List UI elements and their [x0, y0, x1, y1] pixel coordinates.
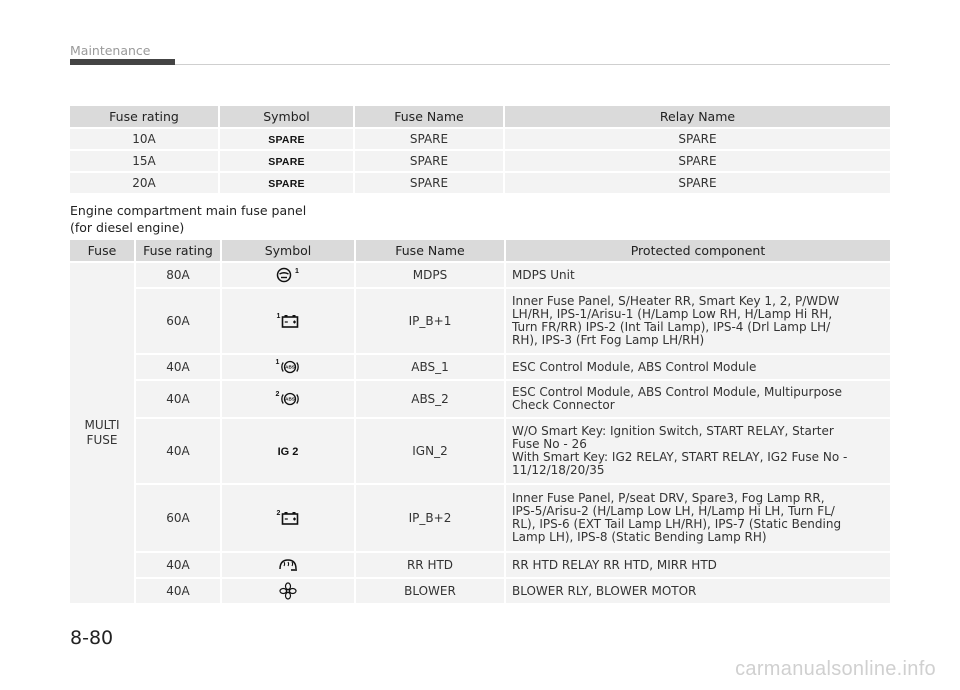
column-header-fuse-rating: Fuse rating [70, 106, 220, 127]
symbol-cell [222, 577, 356, 603]
protected-component-line: W/O Smart Key: Ignition Switch, START RELAY, Starter [512, 424, 834, 438]
relay-name: SPARE [505, 149, 890, 171]
battery-icon [281, 511, 299, 525]
section-title-line1: Engine compartment main fuse panel [70, 203, 307, 218]
fuse-name: IP_B+2 [356, 483, 506, 551]
abs-icon [280, 359, 300, 375]
fuse-name: IGN_2 [356, 417, 506, 483]
protected-component [506, 287, 890, 353]
spare-symbol: SPARE [268, 156, 305, 168]
fuse-rating: 60A [136, 483, 222, 551]
table-header-row [70, 106, 890, 127]
protected-component-line: Turn FR/RR) IPS-2 (Int Tail Lamp), IPS-4 (Drl Lamp LH/ [512, 320, 831, 334]
fuse-rating: 40A [136, 577, 222, 603]
protected-component-line: Inner Fuse Panel, P/seat DRV, Spare3, Fog Lamp RR, [512, 491, 825, 505]
fuse-group-line1: MULTI [84, 418, 120, 432]
header-rule [175, 64, 890, 65]
fuse-name: ABS_1 [356, 353, 506, 379]
fuse-rating: 40A [136, 353, 222, 379]
symbol-number: 2 [276, 509, 281, 517]
protected-component [506, 261, 890, 287]
protected-component-line: RH), IPS-3 (Frt Fog Lamp LH/RH) [512, 333, 705, 347]
fuse-name: BLOWER [356, 577, 506, 603]
protected-component-line: 11/12/18/20/35 [512, 463, 605, 477]
protected-component-line: Inner Fuse Panel, S/Heater RR, Smart Key 1, 2, P/WDW [512, 294, 840, 308]
table-row [70, 171, 890, 193]
symbol-cell [220, 127, 355, 149]
section-title-line2: (for diesel engine) [70, 220, 185, 235]
table-row [70, 551, 890, 577]
main-fuse-table [70, 240, 890, 603]
protected-component-line: ESC Control Module, ABS Control Module, Multipurpose [512, 385, 843, 399]
column-header-protected-component: Protected component [506, 240, 890, 261]
symbol-cell [222, 379, 356, 417]
symbol-cell [222, 483, 356, 551]
battery-icon [281, 314, 299, 328]
column-header-relay-name: Relay Name [505, 106, 890, 127]
fuse-rating: 20A [70, 171, 220, 193]
table-row [70, 127, 890, 149]
watermark: carmanualsonline.info [735, 658, 936, 680]
protected-component-line: ESC Control Module, ABS Control Module [512, 359, 757, 374]
protected-component [506, 379, 890, 417]
column-header-fuse: Fuse [70, 240, 136, 261]
protected-component-line: Check Connector [512, 398, 615, 412]
symbol-cell [222, 417, 356, 483]
table-row [70, 417, 890, 483]
relay-name: SPARE [505, 171, 890, 193]
table-row [70, 287, 890, 353]
symbol-cell [220, 149, 355, 171]
protected-component [506, 577, 890, 603]
symbol-number: 2 [275, 390, 280, 398]
symbol-cell [222, 287, 356, 353]
protected-component-line: Lamp LH), IPS-8 (Static Bending Lamp RH) [512, 530, 767, 544]
fuse-name: SPARE [355, 127, 505, 149]
relay-name: SPARE [505, 127, 890, 149]
abs-icon [280, 391, 300, 407]
column-header-symbol: Symbol [220, 106, 355, 127]
fuse-rating: 40A [136, 379, 222, 417]
table-row [70, 379, 890, 417]
symbol-cell [222, 353, 356, 379]
fuse-rating: 10A [70, 127, 220, 149]
symbol-cell [222, 551, 356, 577]
symbol-number: 1 [295, 267, 299, 275]
column-header-symbol: Symbol [222, 240, 356, 261]
protected-component-line: RL), IPS-6 (EXT Tail Lamp LH/RH), IPS-7 (Static Bending [512, 517, 842, 531]
protected-component [506, 551, 890, 577]
fuse-name: ABS_2 [356, 379, 506, 417]
header-bar [70, 59, 175, 65]
protected-component-line: Fuse No - 26 [512, 437, 587, 451]
steering-motor-icon [276, 267, 294, 283]
fuse-name: RR HTD [356, 551, 506, 577]
spare-symbol: SPARE [268, 134, 305, 146]
fuse-group-cell [70, 261, 136, 603]
protected-component-line: LH/RH, IPS-1/Arisu-1 (H/Lamp Low RH, H/Lamp Hi RH, [512, 307, 833, 321]
ig2-symbol: IG 2 [277, 446, 299, 458]
svg-text:ABS: ABS [285, 364, 296, 370]
fuse-name: MDPS [356, 261, 506, 287]
symbol-cell [222, 261, 356, 287]
table-row [70, 261, 890, 287]
table-header-row [70, 240, 890, 261]
protected-component [506, 353, 890, 379]
protected-component [506, 417, 890, 483]
page-number: 8-80 [70, 627, 114, 649]
protected-component-line: RR HTD RELAY RR HTD, MIRR HTD [512, 557, 717, 572]
column-header-fuse-name: Fuse Name [356, 240, 506, 261]
column-header-fuse-name: Fuse Name [355, 106, 505, 127]
symbol-number: 1 [275, 358, 280, 366]
fuse-name: SPARE [355, 171, 505, 193]
table-row [70, 353, 890, 379]
fuse-rating: 80A [136, 261, 222, 287]
fuse-group-line2: FUSE [86, 433, 118, 447]
fuse-name: SPARE [355, 149, 505, 171]
column-header-fuse-rating: Fuse rating [136, 240, 222, 261]
section-title [70, 202, 306, 236]
rear-defrost-icon [278, 557, 298, 573]
table-row [70, 483, 890, 551]
table-row [70, 577, 890, 603]
fuse-rating: 60A [136, 287, 222, 353]
protected-component [506, 483, 890, 551]
fuse-rating: 40A [136, 417, 222, 483]
svg-text:ABS: ABS [285, 396, 296, 402]
spare-fuse-table [70, 106, 890, 193]
table-row [70, 149, 890, 171]
header-section-label: Maintenance [70, 43, 151, 58]
protected-component-line: With Smart Key: IG2 RELAY, START RELAY, IG2 Fuse No - [512, 450, 848, 464]
protected-component-line: MDPS Unit [512, 267, 575, 282]
spare-symbol: SPARE [268, 178, 305, 190]
fan-icon [279, 582, 297, 600]
symbol-number: 1 [276, 312, 281, 320]
protected-component-line: BLOWER RLY, BLOWER MOTOR [512, 583, 697, 598]
fuse-rating: 15A [70, 149, 220, 171]
symbol-cell [220, 171, 355, 193]
protected-component-line: IPS-5/Arisu-2 (H/Lamp Low LH, H/Lamp Hi LH, Turn FL/ [512, 504, 835, 518]
fuse-rating: 40A [136, 551, 222, 577]
fuse-name: IP_B+1 [356, 287, 506, 353]
